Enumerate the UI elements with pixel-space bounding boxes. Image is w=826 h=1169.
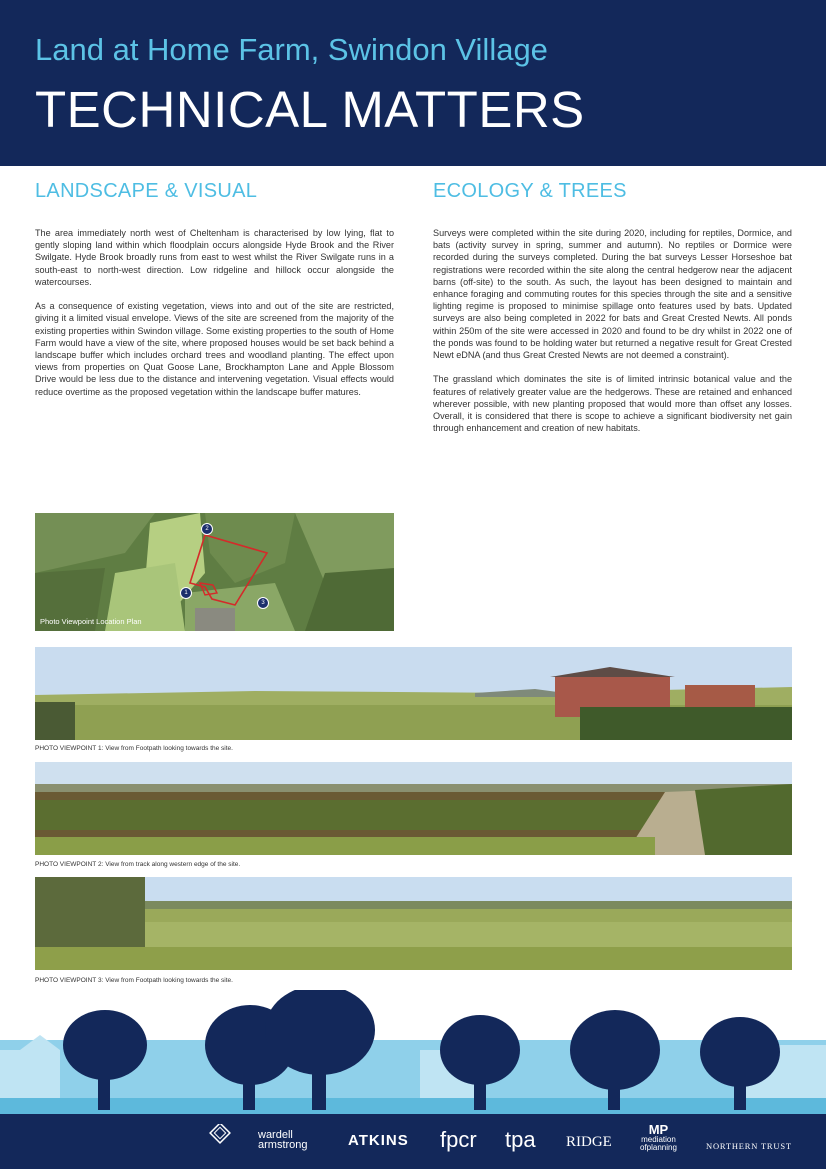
fpcr-logo: fpcr — [440, 1127, 477, 1152]
mediation-in-planning-logo: MP mediation ofplanning — [640, 1122, 677, 1152]
ecology-paragraph: The grassland which dominates the site is of limited intrinsic botanical value and the features of relatively greater value are the hedgerows. These are retained and enhanced wherever possible, with new planting proposed that would more than offset any losses. Overall, it is considered that there is scope to achieve a significant biodiversity net gain through enhancement and creation of new habitats. — [433, 374, 792, 434]
aerial-map-image — [35, 513, 394, 631]
atkins-logo: ATKINS — [348, 1132, 409, 1149]
viewpoint-photo-2 — [35, 762, 792, 855]
viewpoint-location-map — [35, 513, 394, 631]
developer-logo-icon — [205, 1124, 235, 1150]
wardell-armstrong-logo: wardell armstrong — [258, 1129, 308, 1151]
ridge-logo: RIDGE — [566, 1134, 612, 1150]
viewpoint-marker: 2 — [201, 523, 213, 535]
ecology-heading: ECOLOGY & TREES — [433, 180, 627, 202]
viewpoint-marker: 3 — [257, 597, 269, 609]
footer-tree-illustration — [0, 990, 826, 1114]
viewpoint-marker: 1 — [180, 587, 192, 599]
footer-logo-bar — [0, 1114, 826, 1169]
ecology-text — [433, 227, 792, 447]
photo-caption-2: PHOTO VIEWPOINT 2: View from track along western edge of the site. — [35, 861, 241, 868]
photo-caption-3: PHOTO VIEWPOINT 3: View from Footpath looking towards the site. — [35, 977, 233, 984]
map-label: Photo Viewpoint Location Plan — [40, 617, 142, 626]
header-banner — [0, 0, 826, 166]
photo-caption-1: PHOTO VIEWPOINT 1: View from Footpath looking towards the site. — [35, 745, 233, 752]
northern-trust-logo: NORTHERN TRUST — [706, 1141, 792, 1151]
viewpoint-photo-3 — [35, 877, 792, 970]
landscape-paragraph: As a consequence of existing vegetation, views into and out of the site are restricted, giving it a limited visual envelope. Views of the site are screened from the majority of the existing properties within Swindon village. Some existing properties to the south of Home Farm would have a view of the site, where proposed houses would be set back behind a landscape buffer which includes orchard trees and woodland planting. The effect upon views from properties on Quat Goose Lane, Brockhampton Lane and Apple Blossom Drive would be less due to the distance and intervening vegetation. Visual effects would reduce overtime as the proposed vegetation within the landscape buffer matures. — [35, 301, 394, 397]
landscape-heading: LANDSCAPE & VISUAL — [35, 180, 258, 202]
landscape-paragraph: The area immediately north west of Cheltenham is characterised by low lying, flat to gently sloping land within which floodplain occurs alongside Hyde Brook and the River Swilgate. Hyde Brook broadly runs from east to west whilst the River Swilgate runs in a south-east to north-west direction. Low ridgeline and hillock occur alongside the watercourses. — [35, 228, 394, 287]
ecology-paragraph: Surveys were completed within the site during 2020, including for reptiles, Dormice, and bats (activity survey in spring, summer and autumn). No reptiles or Dormice were recorded during the surveys completed. During the bat surveys Lesser Horseshoe bat registrations were recorded within the site along the central hedgerow near the adjacent barns (off-site) to the south. As such, the layout has been designed to maintain and enhance foraging and commuting routes for this species through the site and a sensitive lighting regime is proposed to minimise spillage onto features used by bats. Updated surveys are also being completed in 2022 for bats and Great Crested Newts. All ponds within 250m of the site were accessed in 2020 and found to be dry whilst in 2022 one of the ponds was found to be holding water but returned a negative result for Great Crested Newt eDNA (and thus Great Crested Newts are not deemed a constraint). — [433, 228, 792, 361]
viewpoint-photo-1 — [35, 647, 792, 740]
landscape-text — [35, 227, 394, 410]
tpa-logo: tpa — [505, 1127, 536, 1152]
page-subtitle: Land at Home Farm, Swindon Village — [35, 32, 548, 67]
page-title: TECHNICAL MATTERS — [35, 81, 585, 138]
